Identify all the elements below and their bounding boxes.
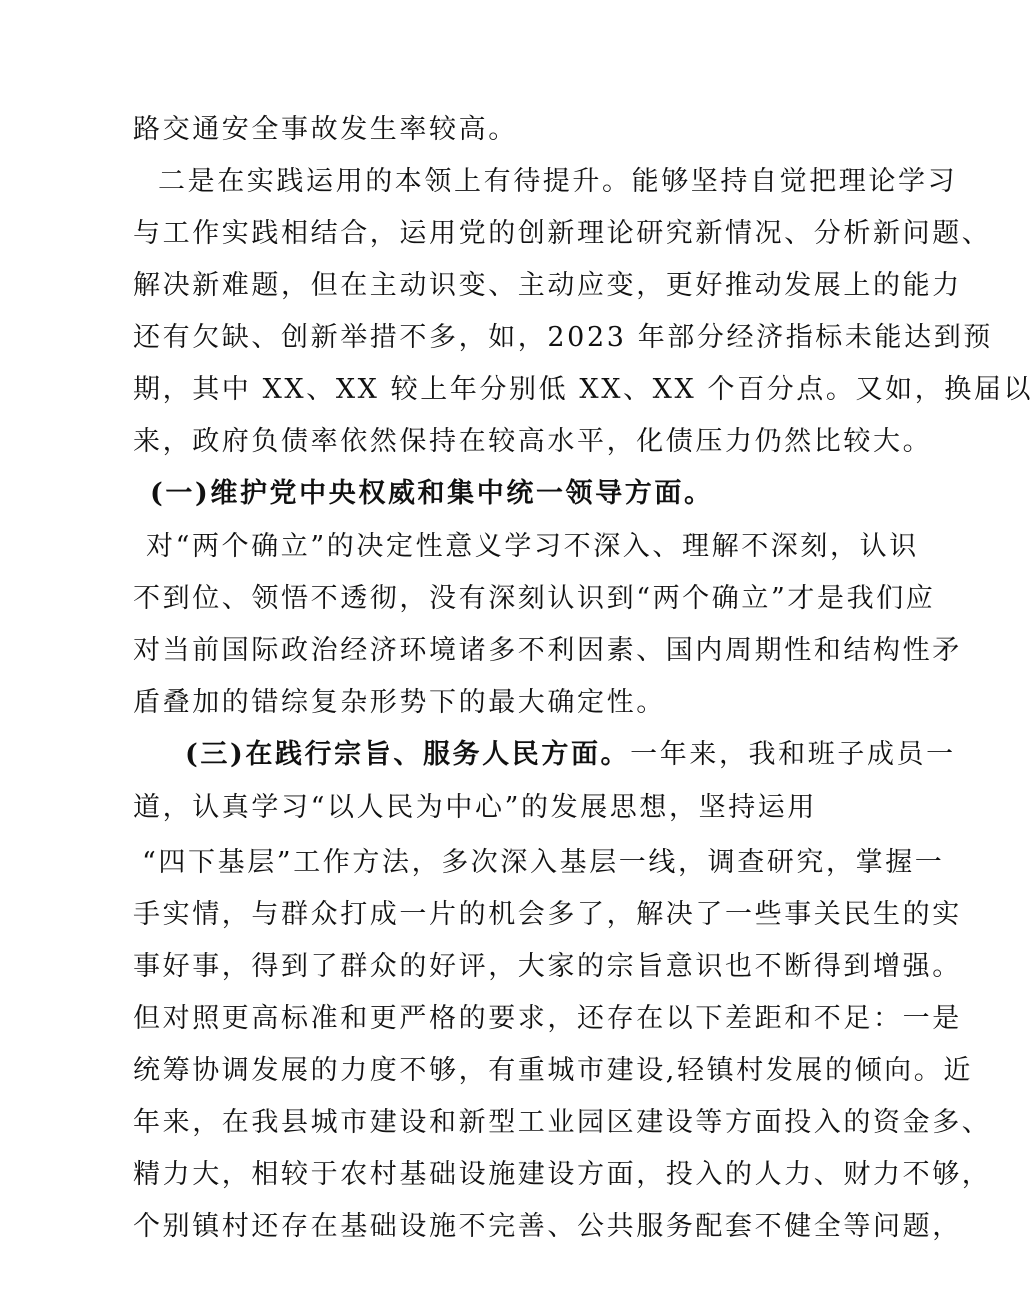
paragraph-2-line-4: 还有欠缺、创新举措不多，如，2023 年部分经济指标未能达到预 — [133, 322, 993, 353]
section-heading-3: (三)在践行宗旨、服务人民方面。 — [185, 739, 631, 770]
paragraph-4-line-2: 道，认真学习“以人民为中心”的发展思想，坚持运用 — [133, 792, 818, 823]
paragraph-4-line-3: “四下基层”工作方法，多次深入基层一线，调查研究，掌握一 — [142, 847, 945, 878]
paragraph-2-line-5: 期，其中 XX、XX 较上年分别低 XX、XX 个百分点。又如，换届以 — [133, 374, 1033, 405]
paragraph-1-line-1: 路交通安全事故发生率较高。 — [133, 114, 518, 145]
paragraph-4-line-1-rest: 一年来，我和班子成员一 — [630, 739, 956, 770]
paragraph-4-line-4: 手实情，与群众打成一片的机会多了，解决了一些事关民生的实 — [133, 899, 962, 930]
paragraph-2-line-2: 与工作实践相结合，运用党的创新理论研究新情况、分析新问题、 — [133, 218, 992, 249]
paragraph-4-line-5: 事好事，得到了群众的好评，大家的宗旨意识也不断得到增强。 — [133, 951, 962, 982]
paragraph-2-line-1: 二是在实践运用的本领上有待提升。能够坚持自觉把理论学习 — [158, 166, 958, 197]
paragraph-3-line-4: 盾叠加的错综复杂形势下的最大确定性。 — [133, 687, 666, 718]
paragraph-2-line-6: 来，政府负债率依然保持在较高水平，化债压力仍然比较大。 — [133, 426, 933, 457]
paragraph-3-line-3: 对当前国际政治经济环境诸多不利因素、国内周期性和结构性矛 — [133, 635, 962, 666]
paragraph-4-line-1 — [185, 738, 956, 772]
paragraph-4-line-10: 个别镇村还存在基础设施不完善、公共服务配套不健全等问题， — [133, 1211, 962, 1242]
paragraph-3-line-1: 对“两个确立”的决定性意义学习不深入、理解不深刻，认识 — [146, 531, 919, 562]
paragraph-2-line-3: 解决新难题，但在主动识变、主动应变，更好推动发展上的能力 — [133, 270, 962, 301]
section-heading-1: (一)维护党中央权威和集中统一领导方面。 — [150, 478, 714, 509]
paragraph-4-line-8: 年来，在我县城市建设和新型工业园区建设等方面投入的资金多、 — [133, 1107, 992, 1138]
paragraph-3-line-2: 不到位、领悟不透彻，没有深刻认识到“两个确立”才是我们应 — [133, 583, 936, 614]
paragraph-4-line-7: 统筹协调发展的力度不够，有重城市建设,轻镇村发展的倾向。近 — [133, 1055, 973, 1086]
paragraph-4-line-6: 但对照更高标准和更严格的要求，还存在以下差距和不足：一是 — [133, 1003, 962, 1034]
paragraph-4-line-9: 精力大，相较于农村基础设施建设方面，投入的人力、财力不够， — [133, 1159, 992, 1190]
